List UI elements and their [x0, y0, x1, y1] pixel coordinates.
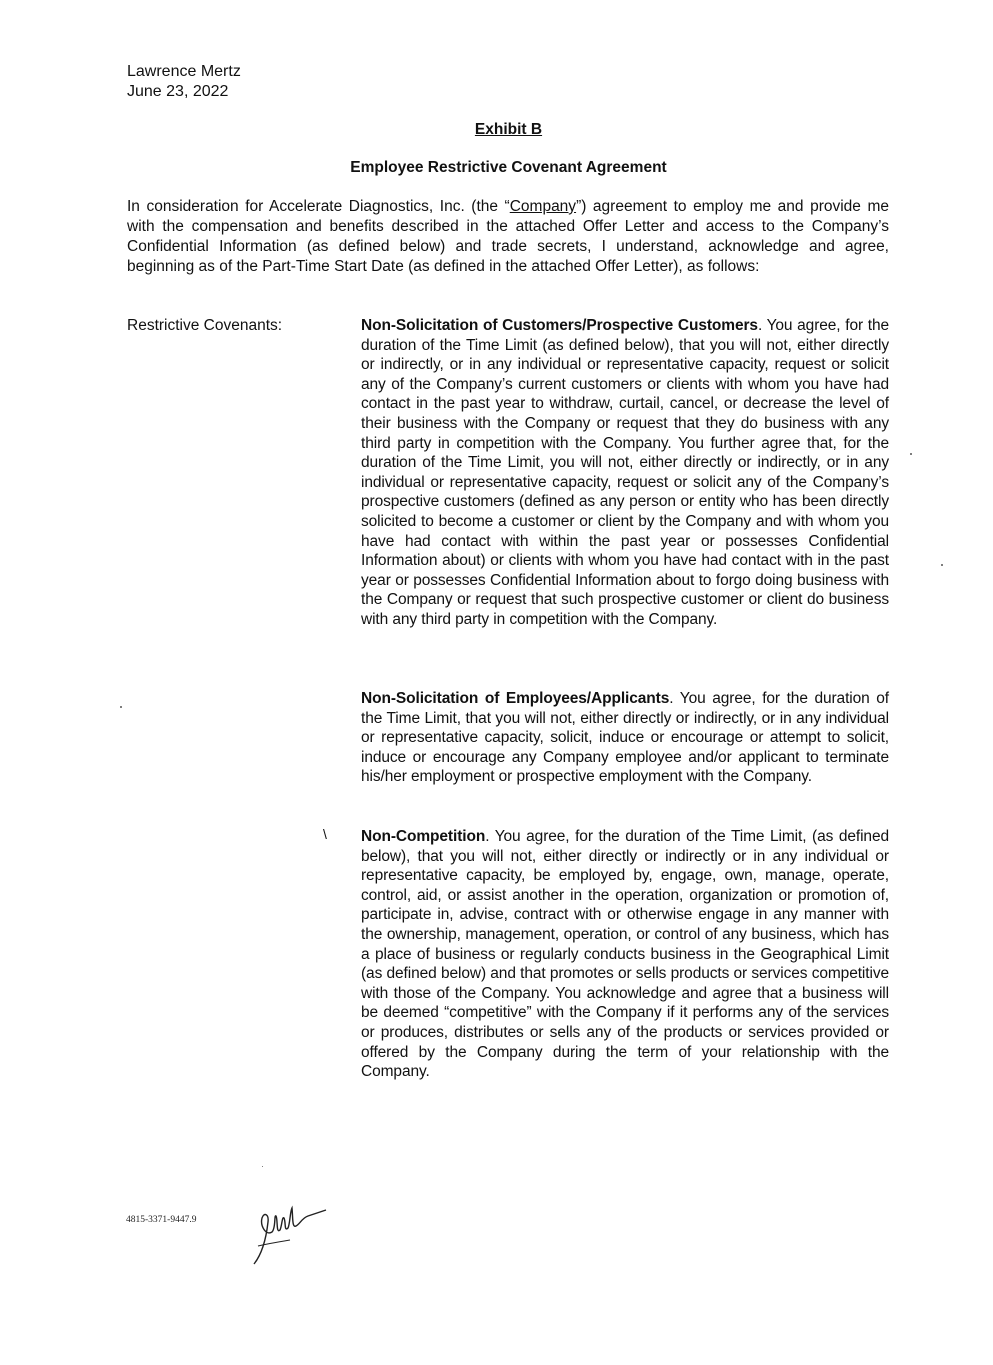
- clause-heading: Non-Solicitation of Employees/Applicants: [361, 690, 670, 707]
- scan-speck: [941, 564, 943, 566]
- clause-non-competition: [361, 827, 889, 1082]
- scan-speck: [262, 1166, 263, 1167]
- restrictive-covenants-label: Restrictive Covenants:: [127, 317, 283, 334]
- recipient-name: Lawrence Mertz: [127, 63, 241, 80]
- clause-body: . You agree, for the duration of the Time Limit (as defined below), that you will not, either directly or indirectly, or in any individual or representative capacity, request or solicit any of the Company’s current customers or clients with whom you have had contact in the past year to withdraw, curtail, cancel, or decrease the level of their business with the Company or request that they do business with any third party in competition with the Company. You further agree that, for the duration of the Time Limit, you will not, either directly or indirectly, or in any individual or representative capacity, request or solicit any of the Company’s prospective customers (defined as any person or entity who has been directly solicited to become a customer or client by the Company and with whom you have had contact with within the past year or possesses Confidential Information about) or clients with whom you have had contact with in the past year or possesses Confidential Information about to forgo doing business with the Company or request that such prospective customer or client do business with any third party in competition with the Company.: [361, 317, 889, 628]
- margin-mark: \: [323, 826, 327, 842]
- intro-text-start: In consideration for Accelerate Diagnostics, Inc. (the “: [127, 198, 510, 215]
- company-defined-term: Company: [509, 198, 577, 215]
- clause-heading: Non-Competition: [361, 828, 486, 845]
- clause-body: . You agree, for the duration of the Time Limit, (as defined below), that you will not, either directly or indirectly or in any individual or representative capacity, be employed by, engage, own, manage, operate, control, aid, or assist another in the operation, organization or promotion of, participate in, advise, contract with or otherwise engage in any manner with the ownership, management, operation, or control of any business, which has a place of business or regularly conducts business in the Geographical Limit (as defined below) and that promotes or sells products or services competitive with those of the Company. You acknowledge and agree that a business will be deemed “competitive” with the Company if it performs any of the services or produces, distributes or sells any of the products or services provided or offered by the Company during the term of your relationship with the Company.: [361, 828, 889, 1081]
- initials-signature: [248, 1196, 328, 1268]
- agreement-title: Employee Restrictive Covenant Agreement: [350, 159, 667, 176]
- letter-date: June 23, 2022: [127, 83, 229, 100]
- clause-non-solicitation-customers: [361, 316, 889, 630]
- document-id: 4815-3371-9447.9: [126, 1215, 197, 1225]
- exhibit-title: Exhibit B: [474, 121, 543, 138]
- intro-paragraph: [127, 197, 889, 277]
- clause-heading: Non-Solicitation of Customers/Prospective Customers: [361, 317, 758, 334]
- scan-speck: [120, 706, 122, 708]
- intro-text-end: ”) agreement to employ me and provide me with the compensation and benefits described in the attached Offer Letter and access to the Company’s Confidential Information (as defined below) and trade secrets, I understand, acknowledge and agree, beginning as of the Part-Time Start Date (as defined in the attached Offer Letter), as follows:: [127, 198, 889, 275]
- scan-speck: [910, 453, 912, 455]
- clause-non-solicitation-employees: [361, 689, 889, 787]
- clause-body: . You agree, for the duration of the Time Limit, that you will not, either directly or indirectly, or in any individual or representative capacity, solicit, induce or encourage or attempt to solicit, induce or encourage any Company employee and/or applicant to terminate his/her employment or prospective employment with the Company.: [361, 690, 889, 786]
